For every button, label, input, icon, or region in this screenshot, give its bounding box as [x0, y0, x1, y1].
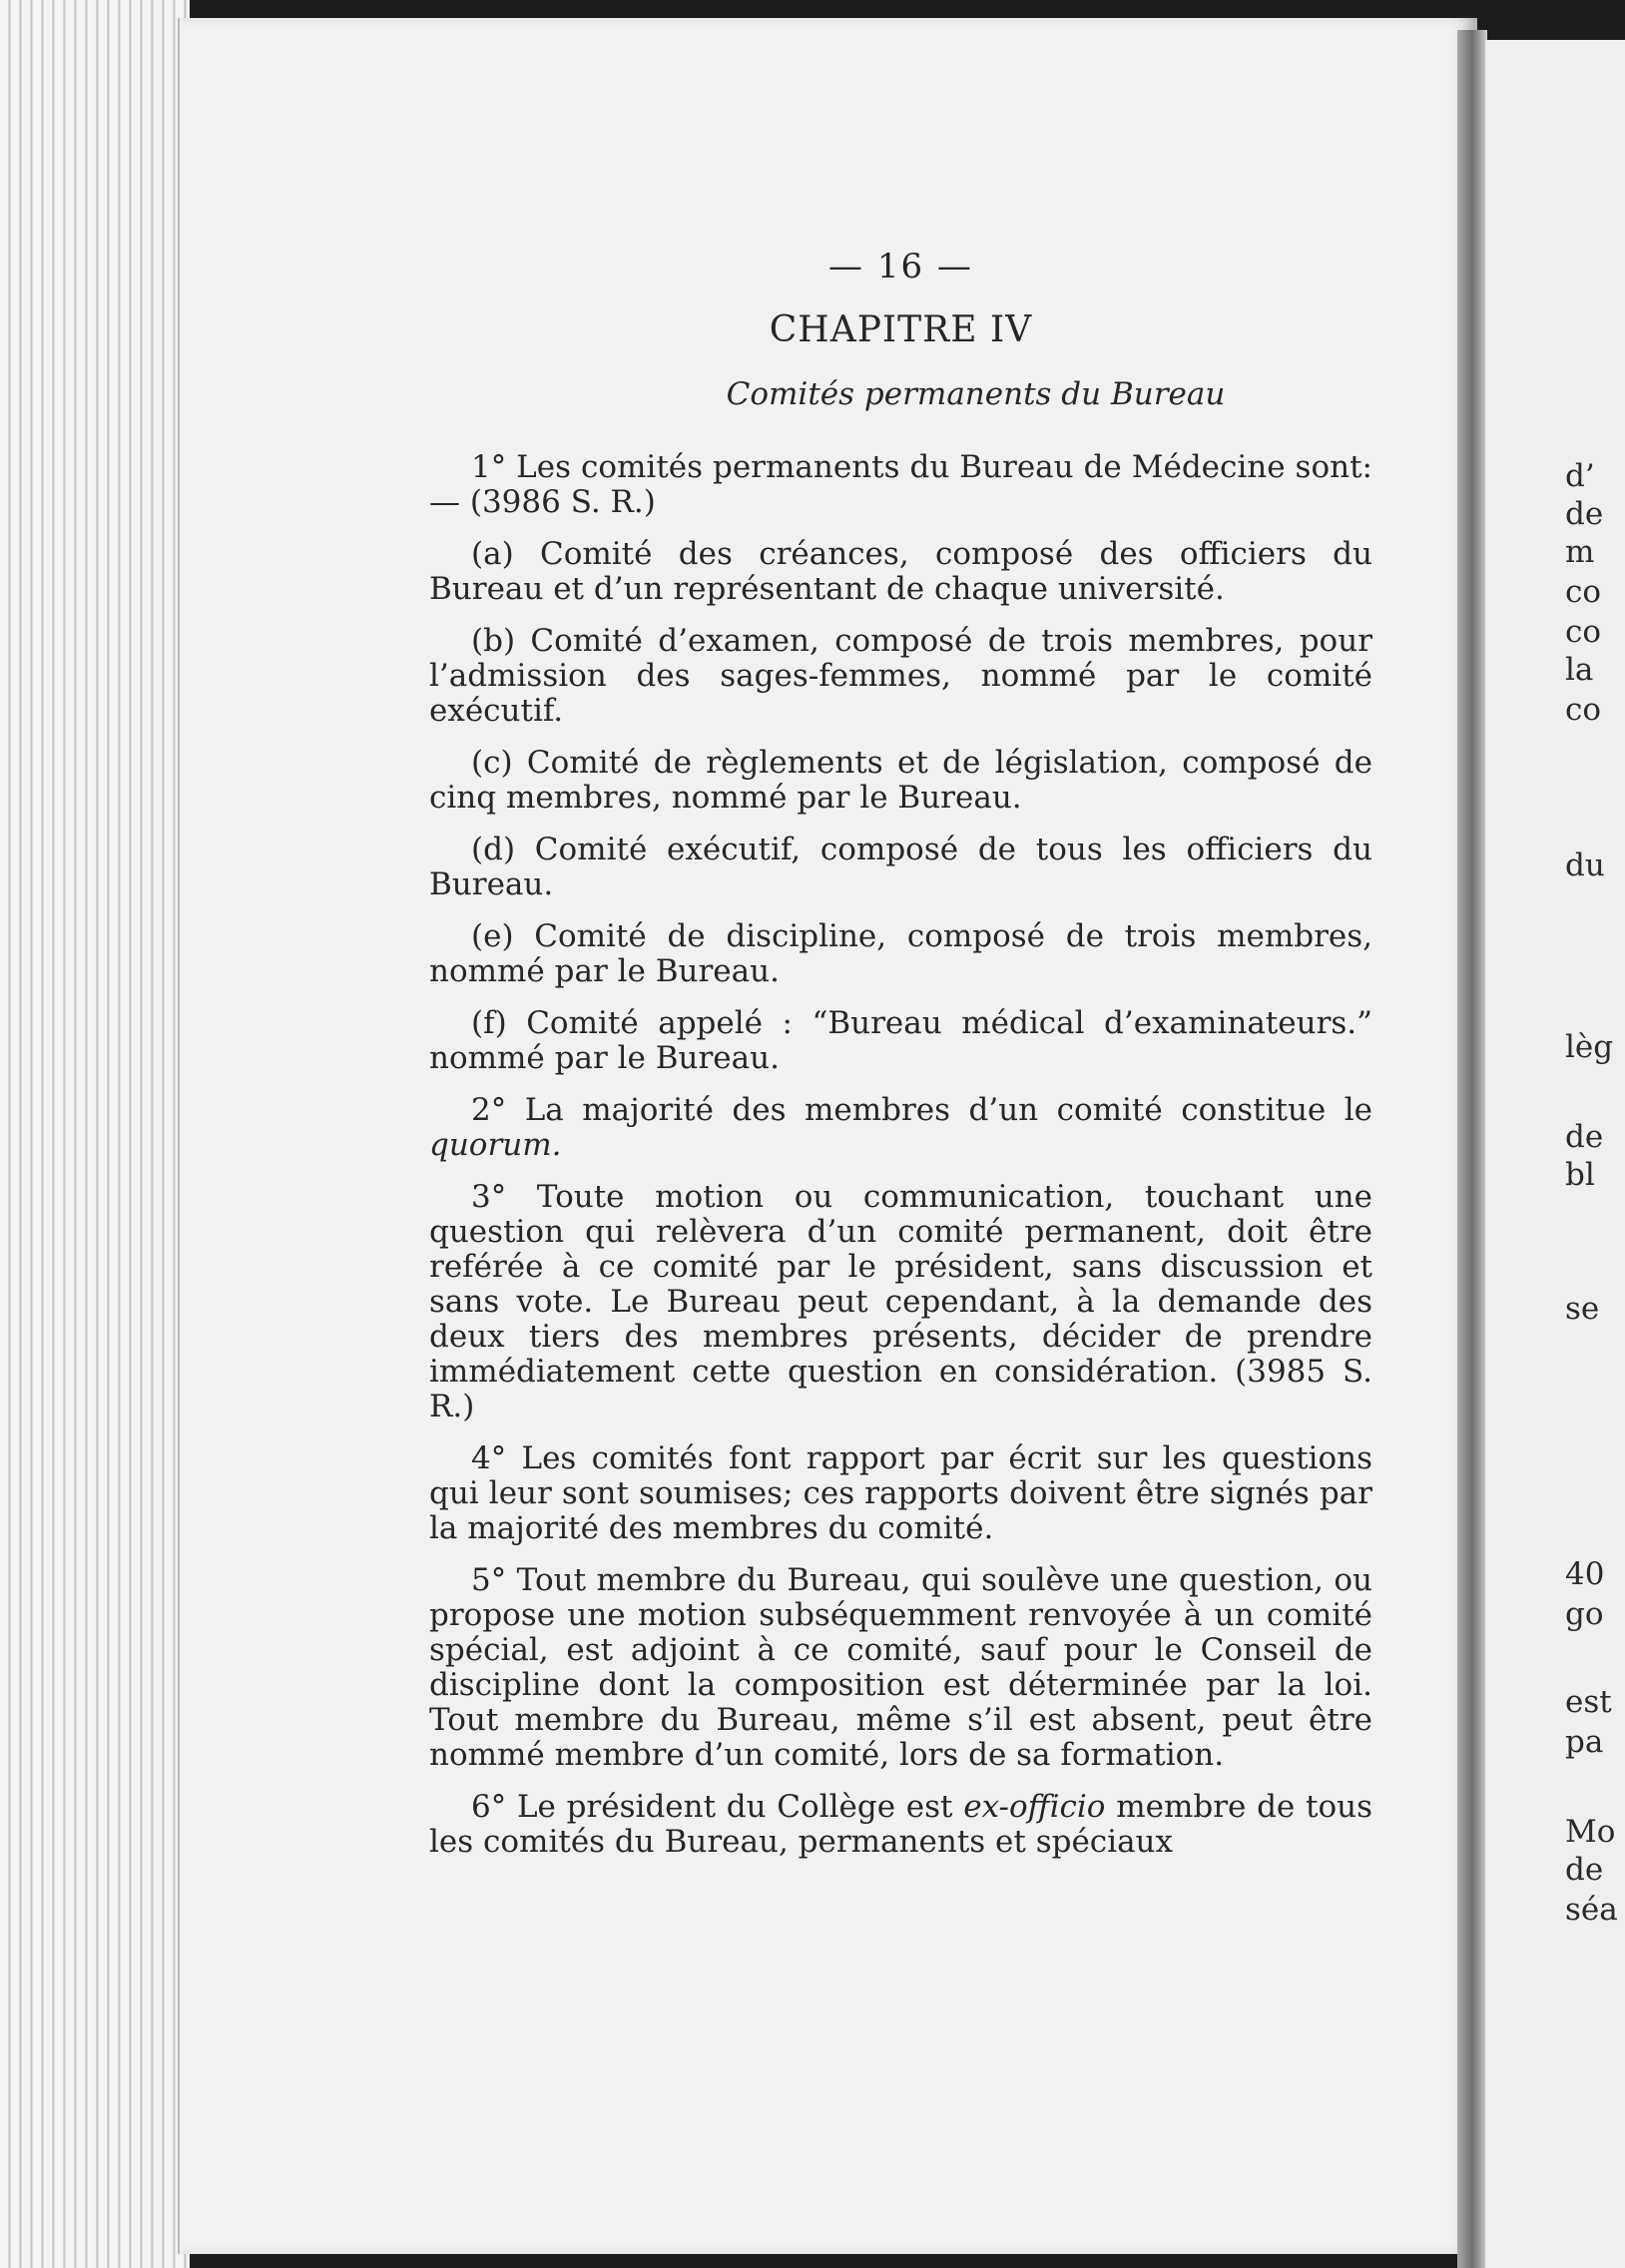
fragment: du — [1565, 848, 1605, 883]
paragraph: 1° Les comités permanents du Bureau de Médecine sont:— (3986 S. R.) — [429, 449, 1372, 520]
fragment: pa — [1565, 1724, 1604, 1760]
paragraph: (c) Comité de règlements et de législation, composé de cinq membres, nommé par le Bureau. — [429, 745, 1372, 816]
paragraph: 2° La majorité des membres d’un comité constitue le quorum. — [429, 1092, 1372, 1163]
fragment: lèg — [1565, 1029, 1614, 1065]
fragment: bl — [1565, 1157, 1595, 1193]
paragraph: 4° Les comités font rapport par écrit sur les questions qui leur sont soumises; ces rapports doivent être signés par la majorité des membres du comité. — [429, 1440, 1372, 1546]
fragment: co — [1565, 614, 1602, 650]
paragraph: 3° Toute motion ou communication, touchant une question qui relèvera d’un comité permanent, doit être reférée à ce comité par le président, sans discussion et sans vote. Le Bureau peut cependant, à la demande des deux tiers des membres présents, décider de prendre immédiatement cette question en considération. (3985 S. R.) — [429, 1179, 1372, 1424]
paragraph: (d) Comité exécutif, composé de tous les officiers du Bureau. — [429, 832, 1372, 902]
paragraph: 5° Tout membre du Bureau, qui soulève une question, ou propose une motion subséquemment renvoyée à un comité spécial, est adjoint à ce comité, sauf pour le Conseil de discipline dont la composition est déterminée par la loi. Tout membre du Bureau, même s’il est absent, peut être nommé membre d’un comité, lors de sa formation. — [429, 1562, 1372, 1773]
page-content — [429, 247, 1372, 1877]
fragment: 40 — [1565, 1556, 1605, 1592]
section-title: Comités permanents du Bureau — [726, 376, 1226, 412]
paragraph-list — [429, 450, 1372, 1860]
fragment: de — [1565, 496, 1604, 532]
fragment: Mo — [1565, 1814, 1616, 1850]
fragment: séa — [1565, 1892, 1618, 1928]
fragment: co — [1565, 692, 1602, 728]
paragraph: 6° Le président du Collège est ex-officio membre de tous les comités du Bureau, permanents et spéciaux — [429, 1789, 1372, 1860]
fragment: d’ — [1565, 458, 1595, 494]
paragraph: (a) Comité des créances, composé des officiers du Bureau et d’un représentant de chaque université. — [429, 536, 1372, 607]
right-page-edge — [1485, 40, 1625, 2268]
fragment: go — [1565, 1596, 1604, 1632]
page-stack-edges — [0, 0, 190, 2268]
book-gutter — [1457, 30, 1487, 2268]
fragment: est — [1565, 1684, 1612, 1720]
fragment: de — [1565, 1852, 1604, 1888]
paragraph: (f) Comité appelé : “Bureau médical d’examinateurs.” nommé par le Bureau. — [429, 1005, 1372, 1076]
fragment: co — [1565, 574, 1602, 610]
fragment: la — [1565, 652, 1594, 688]
chapter-heading: CHAPITRE IV — [769, 309, 1033, 350]
paragraph: (e) Comité de discipline, composé de trois membres, nommé par le Bureau. — [429, 918, 1372, 989]
fragment: se — [1565, 1291, 1600, 1327]
paragraph: (b) Comité d’examen, composé de trois membres, pour l’admission des sages-femmes, nommé par le comité exécutif. — [429, 623, 1372, 729]
fragment: m — [1565, 534, 1595, 570]
fragment: de — [1565, 1119, 1604, 1155]
page-number: — 16 — — [828, 247, 973, 286]
